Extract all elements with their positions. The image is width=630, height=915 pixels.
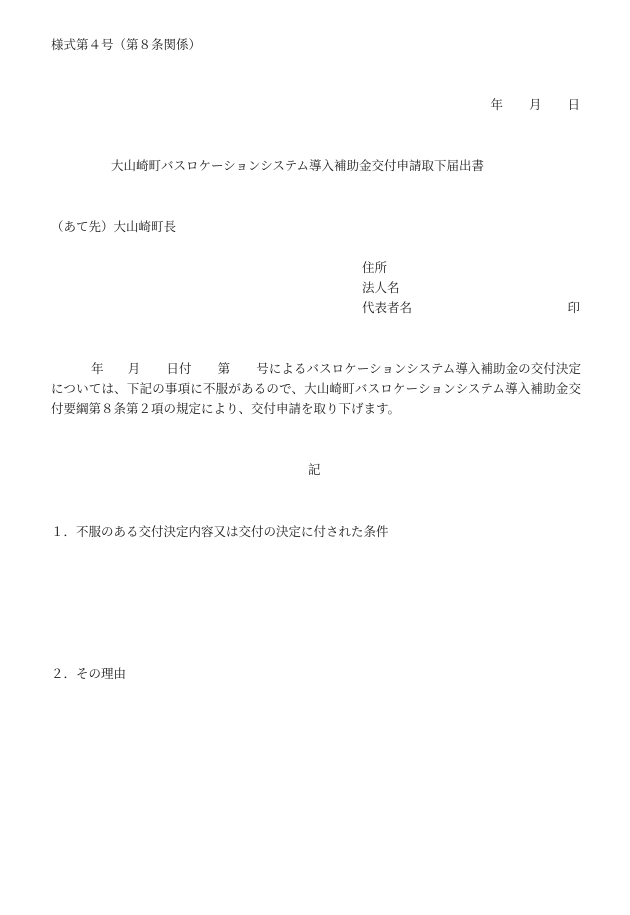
company-label: 法人名 [362, 280, 400, 295]
representative-label: 代表者名 [362, 300, 413, 315]
address-label: 住所 [362, 260, 388, 275]
company-row [362, 279, 580, 299]
body-month-label: 月 [127, 361, 141, 376]
address-row [362, 259, 580, 279]
body-dated-label: 日付 [166, 361, 192, 376]
date-line [490, 96, 580, 114]
form-number: 様式第４号（第８条関係） [51, 37, 202, 52]
body-year-label: 年 [91, 361, 104, 376]
seal-mark: 印 [567, 300, 580, 315]
item-1-heading: １．不服のある交付決定内容又は交付の決定に付された条件 [51, 524, 389, 539]
body-number-prefix: 第 [217, 361, 231, 376]
date-day-label: 日 [567, 97, 580, 112]
date-month-label: 月 [528, 97, 542, 112]
date-year-label: 年 [490, 97, 503, 112]
item-2-heading: ２．その理由 [51, 666, 127, 681]
record-mark: 記 [308, 462, 321, 477]
representative-row [362, 299, 580, 319]
document-title: 大山崎町バスロケーションシステム導入補助金交付申請取下届出書 [111, 158, 484, 173]
body-main-text: 号によるバスロケーションシステム導入補助金の交付決定については、下記の事項に不服があるので、大山崎町バスロケーションシステム導入補助金交付要綱第８条第２項の規定により、交付申請を取り下げます。 [51, 361, 581, 416]
body-paragraph [51, 359, 581, 419]
addressee: （あて先）大山崎町長 [51, 219, 177, 234]
applicant-block [362, 259, 580, 319]
